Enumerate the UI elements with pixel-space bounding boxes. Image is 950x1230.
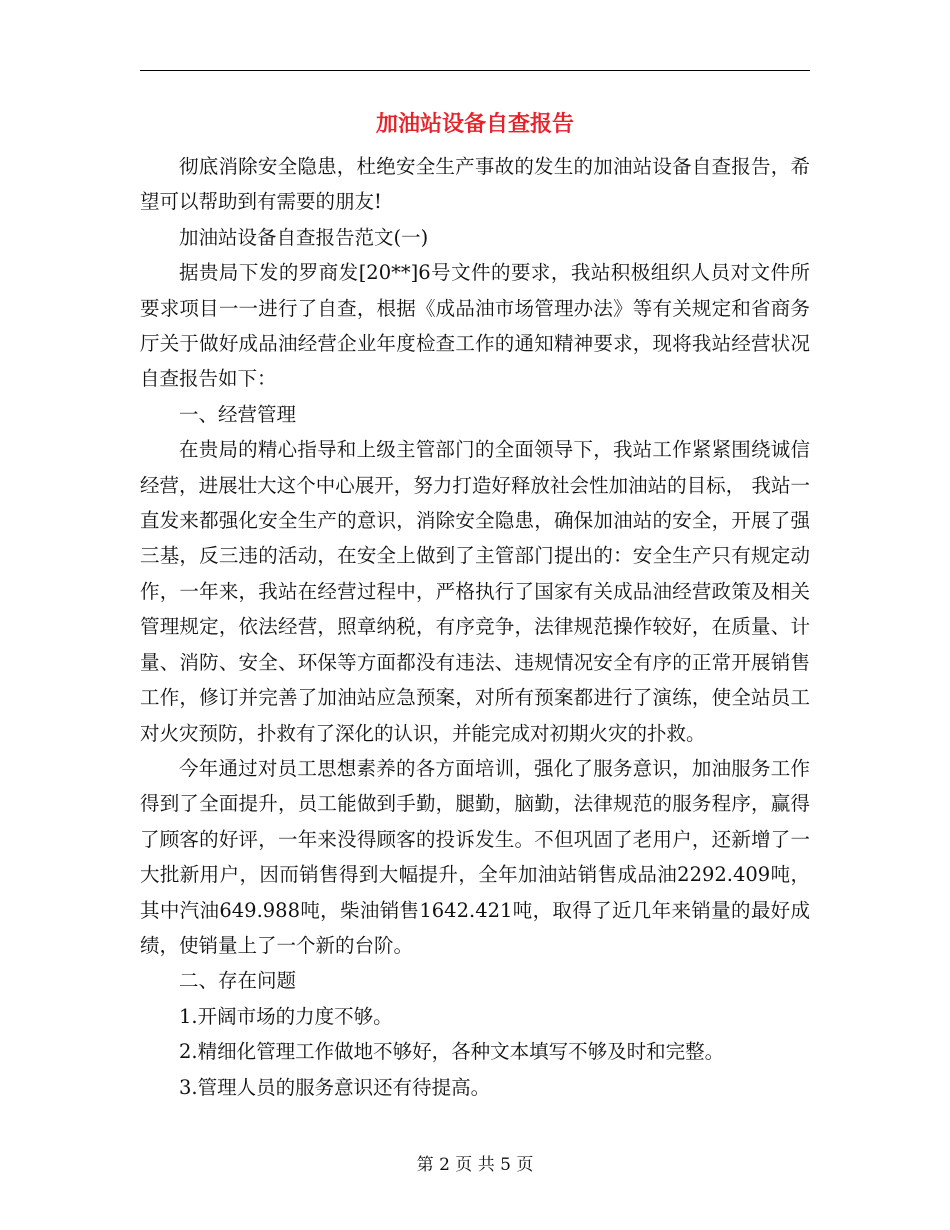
- list-item: 3.管理人员的服务意识还有待提高。: [179, 1075, 491, 1099]
- document-body: [140, 149, 810, 1105]
- list-item: 1.开阔市场的力度不够。: [179, 1004, 393, 1028]
- body-paragraph: 据贵局下发的罗商发[20**]6号文件的要求，我站积极组织人员对文件所要求项目一一进行了自查，根据《成品油市场管理办法》等有关规定和省商务厅关于做好成品油经营企业年度检查工作的通知精神要求，现将我站经营状况自查报告如下：: [140, 261, 810, 391]
- document-title: 加油站设备自查报告: [375, 111, 574, 137]
- section-subtitle: 加油站设备自查报告范文(一): [179, 225, 429, 249]
- body-paragraph: 今年通过对员工思想素养的各方面培训，强化了服务意识，加油服务工作得到了全面提升，员工能做到手勤，腿勤，脑勤，法律规范的服务程序，赢得了顾客的好评，一年来没得顾客的投诉发生。不但巩固了老用户，还新增了一大批新用户，因而销售得到大幅提升，全年加油站销售成品油2292.409吨，其中汽油649.988吨，柴油销售1642.421吨，取得了近几年来销量的最好成绩，使销量上了一个新的台阶。: [140, 756, 810, 957]
- header-rule: [140, 70, 810, 71]
- intro-paragraph: 彻底消除安全隐患，杜绝安全生产事故的发生的加油站设备自查报告，希望可以帮助到有需要的朋友!: [140, 155, 810, 214]
- section-heading-problems: 二、存在问题: [179, 969, 297, 993]
- page-number: 第 2 页 共 5 页: [416, 1155, 534, 1175]
- section-heading-management: 一、经营管理: [179, 402, 297, 426]
- list-item: 2.精细化管理工作做地不够好，各种文本填写不够及时和完整。: [179, 1040, 725, 1064]
- body-paragraph: 在贵局的精心指导和上级主管部门的全面领导下，我站工作紧紧围绕诚信经营，进展壮大这个中心展开，努力打造好释放社会性加油站的目标， 我站一直发来都强化安全生产的意识，消除安全隐患，确保加油站的安全，开展了强三基，反三违的活动，在安全上做到了主管部门提出的：安全生产只有规定动作，一年来，我站在经营过程中，严格执行了国家有关成品油经营政策及相关管理规定，依法经营，照章纳税，有序竞争，法律规范操作较好，在质量、计量、消防、安全、环保等方面都没有违法、违规情况安全有序的正常开展销售工作，修订并完善了加油站应急预案，对所有预案都进行了演练，使全站员工对火灾预防，扑救有了深化的认识，并能完成对初期火灾的扑救。: [140, 438, 810, 745]
